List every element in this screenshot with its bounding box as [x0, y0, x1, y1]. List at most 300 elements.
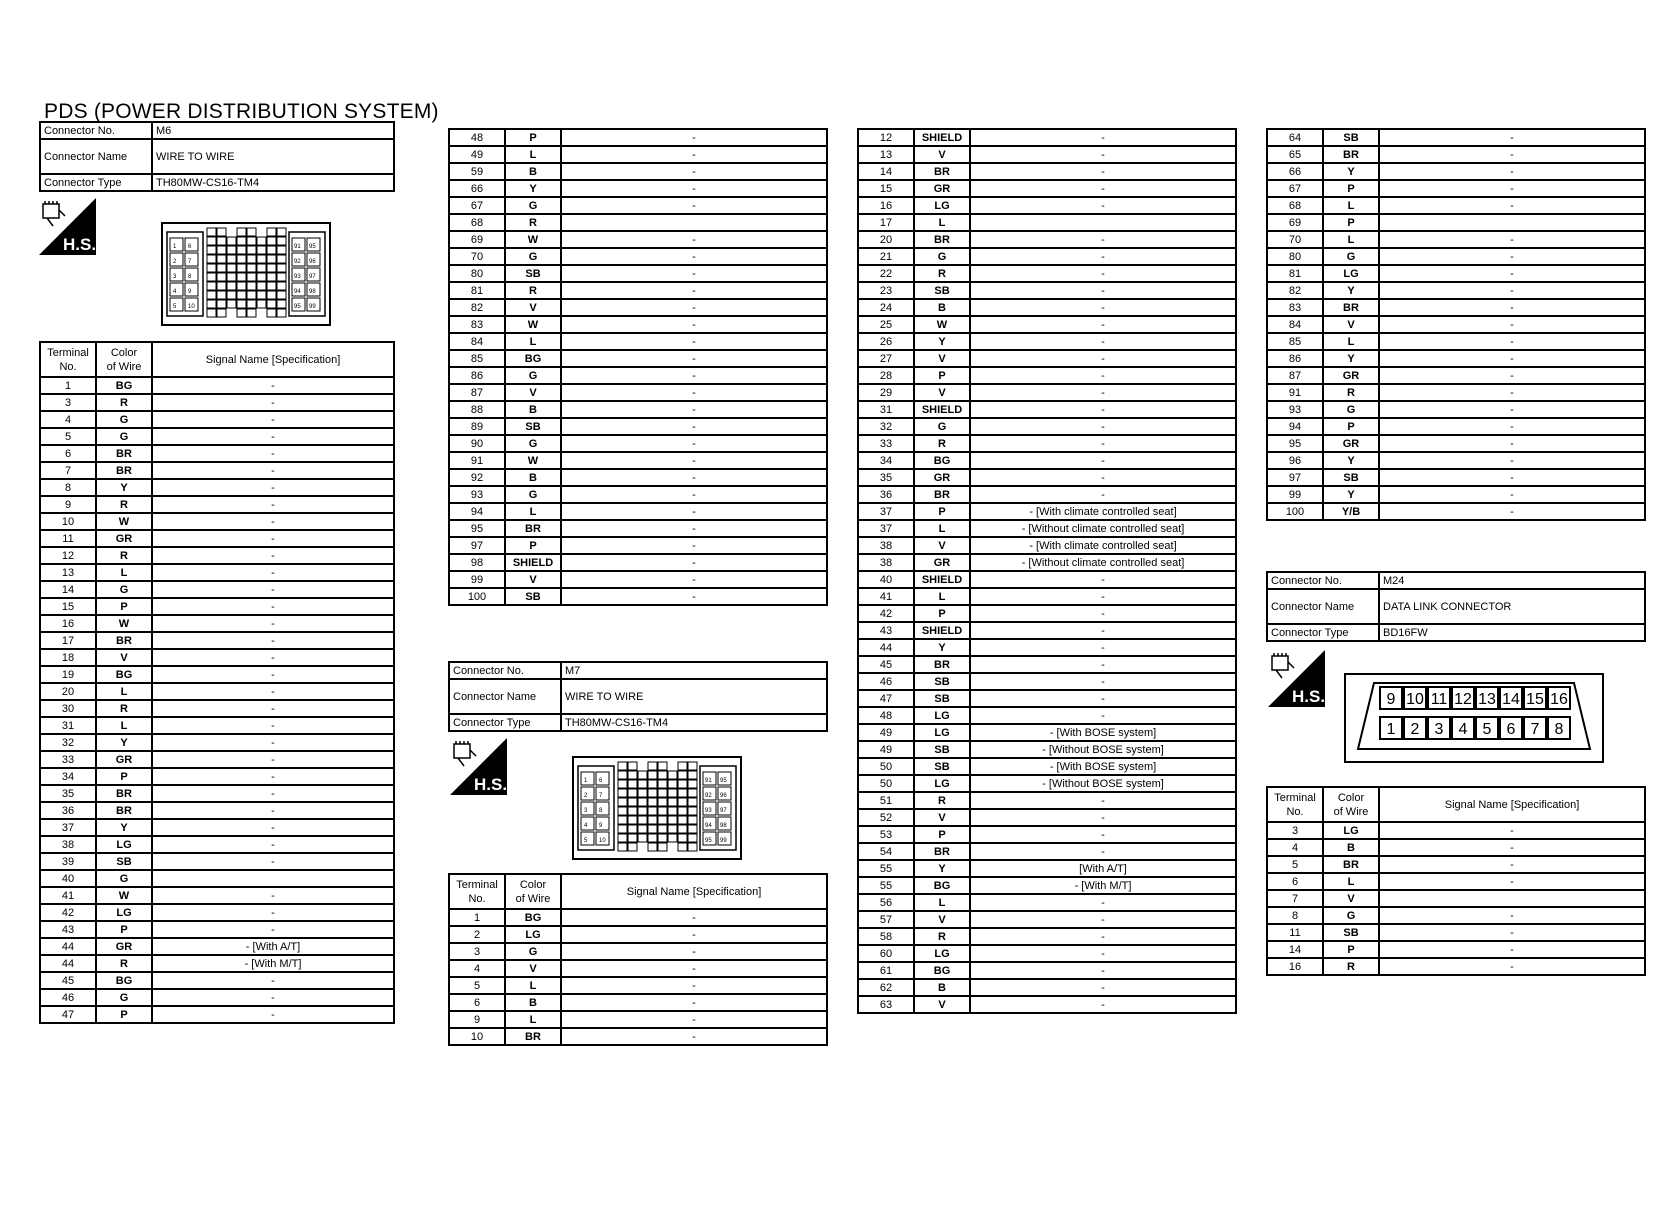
table-row: [40, 938, 394, 955]
m6-cavity-number: 95: [309, 244, 316, 250]
terminal-no-cell: 85: [1267, 333, 1323, 350]
terminal-no-cell: 87: [1267, 367, 1323, 384]
table-row: [1267, 890, 1645, 907]
terminal-no-cell: 60: [858, 945, 914, 962]
table-row: [1267, 265, 1645, 282]
wire-color-cell: G: [1323, 907, 1379, 924]
wire-color-cell: BR: [914, 656, 970, 673]
terminal-no-cell: 45: [40, 972, 96, 989]
terminal-no-cell: 67: [449, 197, 505, 214]
terminal-no-cell: 1: [449, 909, 505, 926]
m6-connector-face: [161, 222, 331, 326]
signal-name-cell: -: [970, 843, 1236, 860]
wire-color-cell: L: [505, 146, 561, 163]
table-row: [858, 486, 1236, 503]
table-row: [858, 673, 1236, 690]
signal-name-cell: -: [152, 445, 394, 462]
terminal-no-cell: 3: [1267, 822, 1323, 839]
signal-name-cell: -: [152, 989, 394, 1006]
wire-color-cell: SB: [96, 853, 152, 870]
table-row: [40, 496, 394, 513]
label-connector-name: Connector Name: [1267, 589, 1379, 624]
dlc-pin-number: 3: [1434, 721, 1444, 738]
wire-color-cell: Y: [1323, 163, 1379, 180]
signal-name-cell: [561, 214, 827, 231]
terminal-no-cell: 53: [858, 826, 914, 843]
terminal-no-cell: 34: [858, 452, 914, 469]
wire-color-cell: BR: [505, 1028, 561, 1045]
table-row: [1267, 873, 1645, 890]
wire-color-cell: L: [505, 977, 561, 994]
signal-name-cell: -: [152, 717, 394, 734]
terminal-no-cell: 11: [1267, 924, 1323, 941]
signal-name-cell: -: [152, 853, 394, 870]
signal-name-cell: -: [1379, 248, 1645, 265]
header-terminal: Terminal No.: [449, 874, 505, 909]
wire-color-cell: B: [505, 401, 561, 418]
terminal-no-cell: 25: [858, 316, 914, 333]
signal-name-cell: -: [561, 146, 827, 163]
wire-color-cell: Y/B: [1323, 503, 1379, 520]
wire-color-cell: V: [914, 146, 970, 163]
signal-name-cell: -: [561, 282, 827, 299]
wire-color-cell: W: [96, 513, 152, 530]
m7-cavity-number: 6: [599, 778, 603, 784]
terminal-no-cell: 45: [858, 656, 914, 673]
wire-color-cell: SB: [1323, 924, 1379, 941]
signal-name-cell: -: [970, 486, 1236, 503]
terminal-no-cell: 47: [40, 1006, 96, 1023]
signal-name-cell: -: [1379, 435, 1645, 452]
terminal-no-cell: 99: [449, 571, 505, 588]
terminal-no-cell: 99: [1267, 486, 1323, 503]
terminal-no-cell: 5: [449, 977, 505, 994]
terminal-no-cell: 64: [1267, 129, 1323, 146]
table-row: [858, 809, 1236, 826]
table-row: [449, 384, 827, 401]
terminal-no-cell: 5: [40, 428, 96, 445]
table-row: [449, 977, 827, 994]
signal-name-cell: -: [970, 588, 1236, 605]
wire-color-cell: BG: [914, 877, 970, 894]
table-row: [40, 462, 394, 479]
table-row: [40, 853, 394, 870]
terminal-no-cell: 67: [1267, 180, 1323, 197]
terminal-no-cell: 1: [40, 377, 96, 394]
wire-color-cell: SB: [505, 418, 561, 435]
wire-color-cell: P: [1323, 418, 1379, 435]
terminal-no-cell: 37: [40, 819, 96, 836]
terminal-no-cell: 86: [449, 367, 505, 384]
wire-color-cell: R: [914, 792, 970, 809]
m6-cavity-number: 94: [294, 289, 301, 295]
terminal-no-cell: 13: [40, 564, 96, 581]
wire-color-cell: L: [914, 214, 970, 231]
table-row: [1267, 299, 1645, 316]
table-row: [449, 231, 827, 248]
table-row: [858, 231, 1236, 248]
m7-connector-face: [572, 756, 742, 860]
terminal-no-cell: 7: [1267, 890, 1323, 907]
terminal-no-cell: 90: [449, 435, 505, 452]
dlc-pin-number: 2: [1410, 721, 1420, 738]
wire-color-cell: BR: [96, 445, 152, 462]
label-connector-name: Connector Name: [40, 139, 152, 174]
m24-connector-type: BD16FW: [1379, 624, 1645, 641]
table-row: [40, 445, 394, 462]
wire-color-cell: L: [505, 333, 561, 350]
terminal-no-cell: 26: [858, 333, 914, 350]
signal-name-cell: [970, 214, 1236, 231]
terminal-no-cell: 24: [858, 299, 914, 316]
signal-name-cell: -: [152, 921, 394, 938]
wire-color-cell: G: [505, 248, 561, 265]
m7-connector-no: M7: [561, 662, 827, 679]
wire-color-cell: L: [1323, 333, 1379, 350]
wire-color-cell: V: [505, 384, 561, 401]
terminal-no-cell: 42: [40, 904, 96, 921]
hs-label: H.S.: [63, 235, 96, 254]
wire-color-cell: LG: [1323, 265, 1379, 282]
table-row: [449, 943, 827, 960]
terminal-no-cell: 32: [40, 734, 96, 751]
table-row: [1267, 350, 1645, 367]
terminal-no-cell: 32: [858, 418, 914, 435]
signal-name-cell: -: [1379, 163, 1645, 180]
terminal-no-cell: 23: [858, 282, 914, 299]
terminal-no-cell: 52: [858, 809, 914, 826]
terminal-no-cell: 83: [1267, 299, 1323, 316]
table-row: [858, 197, 1236, 214]
signal-name-cell: - [With A/T]: [152, 938, 394, 955]
signal-name-cell: -: [1379, 401, 1645, 418]
terminal-no-cell: 100: [449, 588, 505, 605]
table-row: [40, 683, 394, 700]
m7-cavity-number: 95: [705, 838, 712, 844]
terminal-no-cell: 93: [1267, 401, 1323, 418]
wire-color-cell: P: [505, 129, 561, 146]
wire-color-cell: BR: [1323, 856, 1379, 873]
wire-color-cell: L: [505, 1011, 561, 1028]
terminal-no-cell: 14: [1267, 941, 1323, 958]
terminal-no-cell: 36: [40, 802, 96, 819]
signal-name-cell: -: [561, 316, 827, 333]
signal-name-cell: -: [970, 180, 1236, 197]
wire-color-cell: V: [914, 911, 970, 928]
signal-name-cell: -: [970, 894, 1236, 911]
terminal-no-cell: 63: [858, 996, 914, 1013]
signal-name-cell: -: [1379, 839, 1645, 856]
table-row: [858, 588, 1236, 605]
table-row: [858, 146, 1236, 163]
table-row: [1267, 231, 1645, 248]
terminal-no-cell: 93: [449, 486, 505, 503]
table-row: [449, 1028, 827, 1045]
table-row: [1267, 924, 1645, 941]
wire-color-cell: LG: [914, 775, 970, 792]
wire-color-cell: W: [96, 615, 152, 632]
terminal-no-cell: 17: [40, 632, 96, 649]
signal-name-cell: -: [970, 469, 1236, 486]
terminal-no-cell: 68: [449, 214, 505, 231]
table-row: [40, 989, 394, 1006]
wire-color-cell: LG: [96, 836, 152, 853]
terminal-no-cell: 4: [1267, 839, 1323, 856]
signal-name-cell: -: [561, 943, 827, 960]
table-row: [858, 214, 1236, 231]
signal-name-cell: -: [152, 751, 394, 768]
signal-name-cell: -: [152, 462, 394, 479]
table-row: [858, 367, 1236, 384]
wire-color-cell: L: [96, 683, 152, 700]
signal-name-cell: -: [561, 333, 827, 350]
label-connector-no: Connector No.: [40, 122, 152, 139]
wire-color-cell: LG: [96, 904, 152, 921]
terminal-no-cell: 31: [858, 401, 914, 418]
table-row: [449, 299, 827, 316]
signal-name-cell: -: [561, 248, 827, 265]
terminal-no-cell: 11: [40, 530, 96, 547]
signal-name-cell: -: [1379, 924, 1645, 941]
m6-cavity-number: 95: [294, 304, 301, 310]
wire-color-cell: P: [914, 826, 970, 843]
table-row: [449, 537, 827, 554]
wire-color-cell: L: [1323, 197, 1379, 214]
table-row: [858, 333, 1236, 350]
harness-side-icon: [1268, 650, 1325, 707]
terminal-no-cell: 39: [40, 853, 96, 870]
table-row: [1267, 180, 1645, 197]
terminal-no-cell: 49: [858, 741, 914, 758]
wire-color-cell: R: [505, 282, 561, 299]
dlc-pin-number: 8: [1554, 721, 1564, 738]
terminal-no-cell: 81: [449, 282, 505, 299]
terminal-no-cell: 46: [40, 989, 96, 1006]
signal-name-cell: -: [1379, 384, 1645, 401]
header-terminal: Terminal No.: [1267, 787, 1323, 822]
table-row: [40, 377, 394, 394]
wire-color-cell: R: [96, 955, 152, 972]
wire-color-cell: R: [914, 265, 970, 282]
terminal-no-cell: 16: [40, 615, 96, 632]
signal-name-cell: -: [1379, 503, 1645, 520]
signal-name-cell: -: [970, 792, 1236, 809]
wire-color-cell: Y: [1323, 452, 1379, 469]
signal-name-cell: - [Without climate controlled seat]: [970, 520, 1236, 537]
m7-info-table: [448, 661, 828, 732]
terminal-no-cell: 95: [1267, 435, 1323, 452]
signal-name-cell: -: [152, 785, 394, 802]
table-row: [1267, 384, 1645, 401]
signal-name-cell: - [Without BOSE system]: [970, 741, 1236, 758]
signal-name-cell: - [With climate controlled seat]: [970, 537, 1236, 554]
wire-color-cell: Y: [914, 860, 970, 877]
m7-cavity-number: 5: [584, 838, 588, 844]
table-row: [449, 197, 827, 214]
terminal-no-cell: 47: [858, 690, 914, 707]
table-row: [449, 316, 827, 333]
signal-name-cell: -: [152, 564, 394, 581]
signal-name-cell: -: [152, 615, 394, 632]
signal-name-cell: -: [970, 911, 1236, 928]
wire-color-cell: GR: [1323, 367, 1379, 384]
table-row: [1267, 333, 1645, 350]
wire-color-cell: SB: [914, 673, 970, 690]
table-row: [40, 411, 394, 428]
table-row: [858, 316, 1236, 333]
terminal-no-cell: 16: [1267, 958, 1323, 975]
signal-name-cell: -: [561, 571, 827, 588]
m6-cavity-number: 10: [188, 304, 195, 310]
signal-name-cell: -: [970, 622, 1236, 639]
terminal-no-cell: 6: [1267, 873, 1323, 890]
signal-name-cell: -: [561, 1028, 827, 1045]
terminal-no-cell: 40: [858, 571, 914, 588]
table-row: [1267, 214, 1645, 231]
signal-name-cell: -: [561, 401, 827, 418]
signal-name-cell: - [Without climate controlled seat]: [970, 554, 1236, 571]
signal-name-cell: -: [561, 435, 827, 452]
wire-color-cell: R: [96, 394, 152, 411]
table-row: [858, 401, 1236, 418]
signal-name-cell: -: [1379, 941, 1645, 958]
signal-name-cell: -: [152, 513, 394, 530]
wire-color-cell: V: [505, 960, 561, 977]
table-row: [40, 819, 394, 836]
m6-terminal-table-cont: [448, 128, 828, 606]
terminal-no-cell: 4: [40, 411, 96, 428]
signal-name-cell: -: [1379, 197, 1645, 214]
m6-cavity-number: 93: [294, 274, 301, 280]
table-row: [858, 996, 1236, 1013]
terminal-no-cell: 33: [40, 751, 96, 768]
wire-color-cell: L: [96, 564, 152, 581]
wire-color-cell: LG: [914, 724, 970, 741]
table-row: [858, 537, 1236, 554]
signal-name-cell: -: [561, 469, 827, 486]
terminal-no-cell: 22: [858, 265, 914, 282]
terminal-no-cell: 2: [449, 926, 505, 943]
table-row: [858, 843, 1236, 860]
table-row: [1267, 469, 1645, 486]
terminal-no-cell: 70: [449, 248, 505, 265]
signal-name-cell: -: [1379, 873, 1645, 890]
terminal-no-cell: 55: [858, 877, 914, 894]
wire-color-cell: V: [914, 384, 970, 401]
wire-color-cell: P: [914, 605, 970, 622]
signal-name-cell: -: [561, 977, 827, 994]
wire-color-cell: GR: [96, 938, 152, 955]
wire-color-cell: SHIELD: [914, 129, 970, 146]
table-row: [1267, 907, 1645, 924]
wire-color-cell: BR: [914, 843, 970, 860]
wire-color-cell: LG: [914, 945, 970, 962]
table-row: [1267, 401, 1645, 418]
table-row: [449, 401, 827, 418]
terminal-no-cell: 6: [449, 994, 505, 1011]
table-row: [40, 955, 394, 972]
signal-name-cell: -: [561, 265, 827, 282]
table-row: [858, 724, 1236, 741]
m7-cavity-number: 92: [705, 793, 712, 799]
wire-color-cell: Y: [914, 639, 970, 656]
terminal-no-cell: 4: [449, 960, 505, 977]
terminal-no-cell: 3: [449, 943, 505, 960]
terminal-no-cell: 87: [449, 384, 505, 401]
terminal-no-cell: 81: [1267, 265, 1323, 282]
wire-color-cell: BR: [1323, 299, 1379, 316]
signal-name-cell: -: [1379, 367, 1645, 384]
terminal-no-cell: 50: [858, 758, 914, 775]
wire-color-cell: V: [96, 649, 152, 666]
signal-name-cell: -: [970, 401, 1236, 418]
terminal-no-cell: 69: [449, 231, 505, 248]
terminal-no-cell: 94: [449, 503, 505, 520]
terminal-no-cell: 10: [40, 513, 96, 530]
signal-name-cell: -: [152, 547, 394, 564]
label-connector-no: Connector No.: [449, 662, 561, 679]
table-row: [1267, 146, 1645, 163]
dlc-pin-number: 12: [1454, 691, 1472, 708]
page-title: PDS (POWER DISTRIBUTION SYSTEM): [44, 100, 439, 123]
terminal-no-cell: 62: [858, 979, 914, 996]
wire-color-cell: LG: [505, 926, 561, 943]
signal-name-cell: -: [970, 707, 1236, 724]
wire-color-cell: SB: [914, 741, 970, 758]
wire-color-cell: SB: [1323, 469, 1379, 486]
terminal-no-cell: 9: [449, 1011, 505, 1028]
table-row: [858, 129, 1236, 146]
terminal-no-cell: 94: [1267, 418, 1323, 435]
wire-color-cell: B: [914, 979, 970, 996]
table-row: [40, 581, 394, 598]
signal-name-cell: -: [561, 486, 827, 503]
m6-cavity-number: 9: [188, 289, 192, 295]
table-row: [449, 554, 827, 571]
signal-name-cell: -: [970, 605, 1236, 622]
m6-cavity-number: 6: [188, 244, 192, 250]
signal-name-cell: [152, 870, 394, 887]
terminal-no-cell: 3: [40, 394, 96, 411]
signal-name-cell: -: [152, 904, 394, 921]
wire-color-cell: BR: [914, 231, 970, 248]
signal-name-cell: -: [152, 1006, 394, 1023]
wire-color-cell: Y: [505, 180, 561, 197]
wire-color-cell: GR: [96, 751, 152, 768]
dlc-pin-number: 13: [1478, 691, 1496, 708]
wire-color-cell: GR: [914, 554, 970, 571]
signal-name-cell: -: [561, 350, 827, 367]
table-row: [858, 792, 1236, 809]
terminal-no-cell: 56: [858, 894, 914, 911]
wire-color-cell: L: [914, 894, 970, 911]
terminal-no-cell: 96: [1267, 452, 1323, 469]
table-row: [449, 486, 827, 503]
signal-name-cell: -: [1379, 316, 1645, 333]
terminal-no-cell: 33: [858, 435, 914, 452]
wire-color-cell: BG: [96, 972, 152, 989]
signal-name-cell: -: [1379, 299, 1645, 316]
signal-name-cell: -: [152, 496, 394, 513]
terminal-no-cell: 98: [449, 554, 505, 571]
terminal-no-cell: 43: [40, 921, 96, 938]
terminal-no-cell: 44: [40, 938, 96, 955]
m7-cavity-number: 1: [584, 778, 588, 784]
table-row: [40, 615, 394, 632]
table-row: [40, 479, 394, 496]
terminal-no-cell: 10: [449, 1028, 505, 1045]
terminal-no-cell: 17: [858, 214, 914, 231]
